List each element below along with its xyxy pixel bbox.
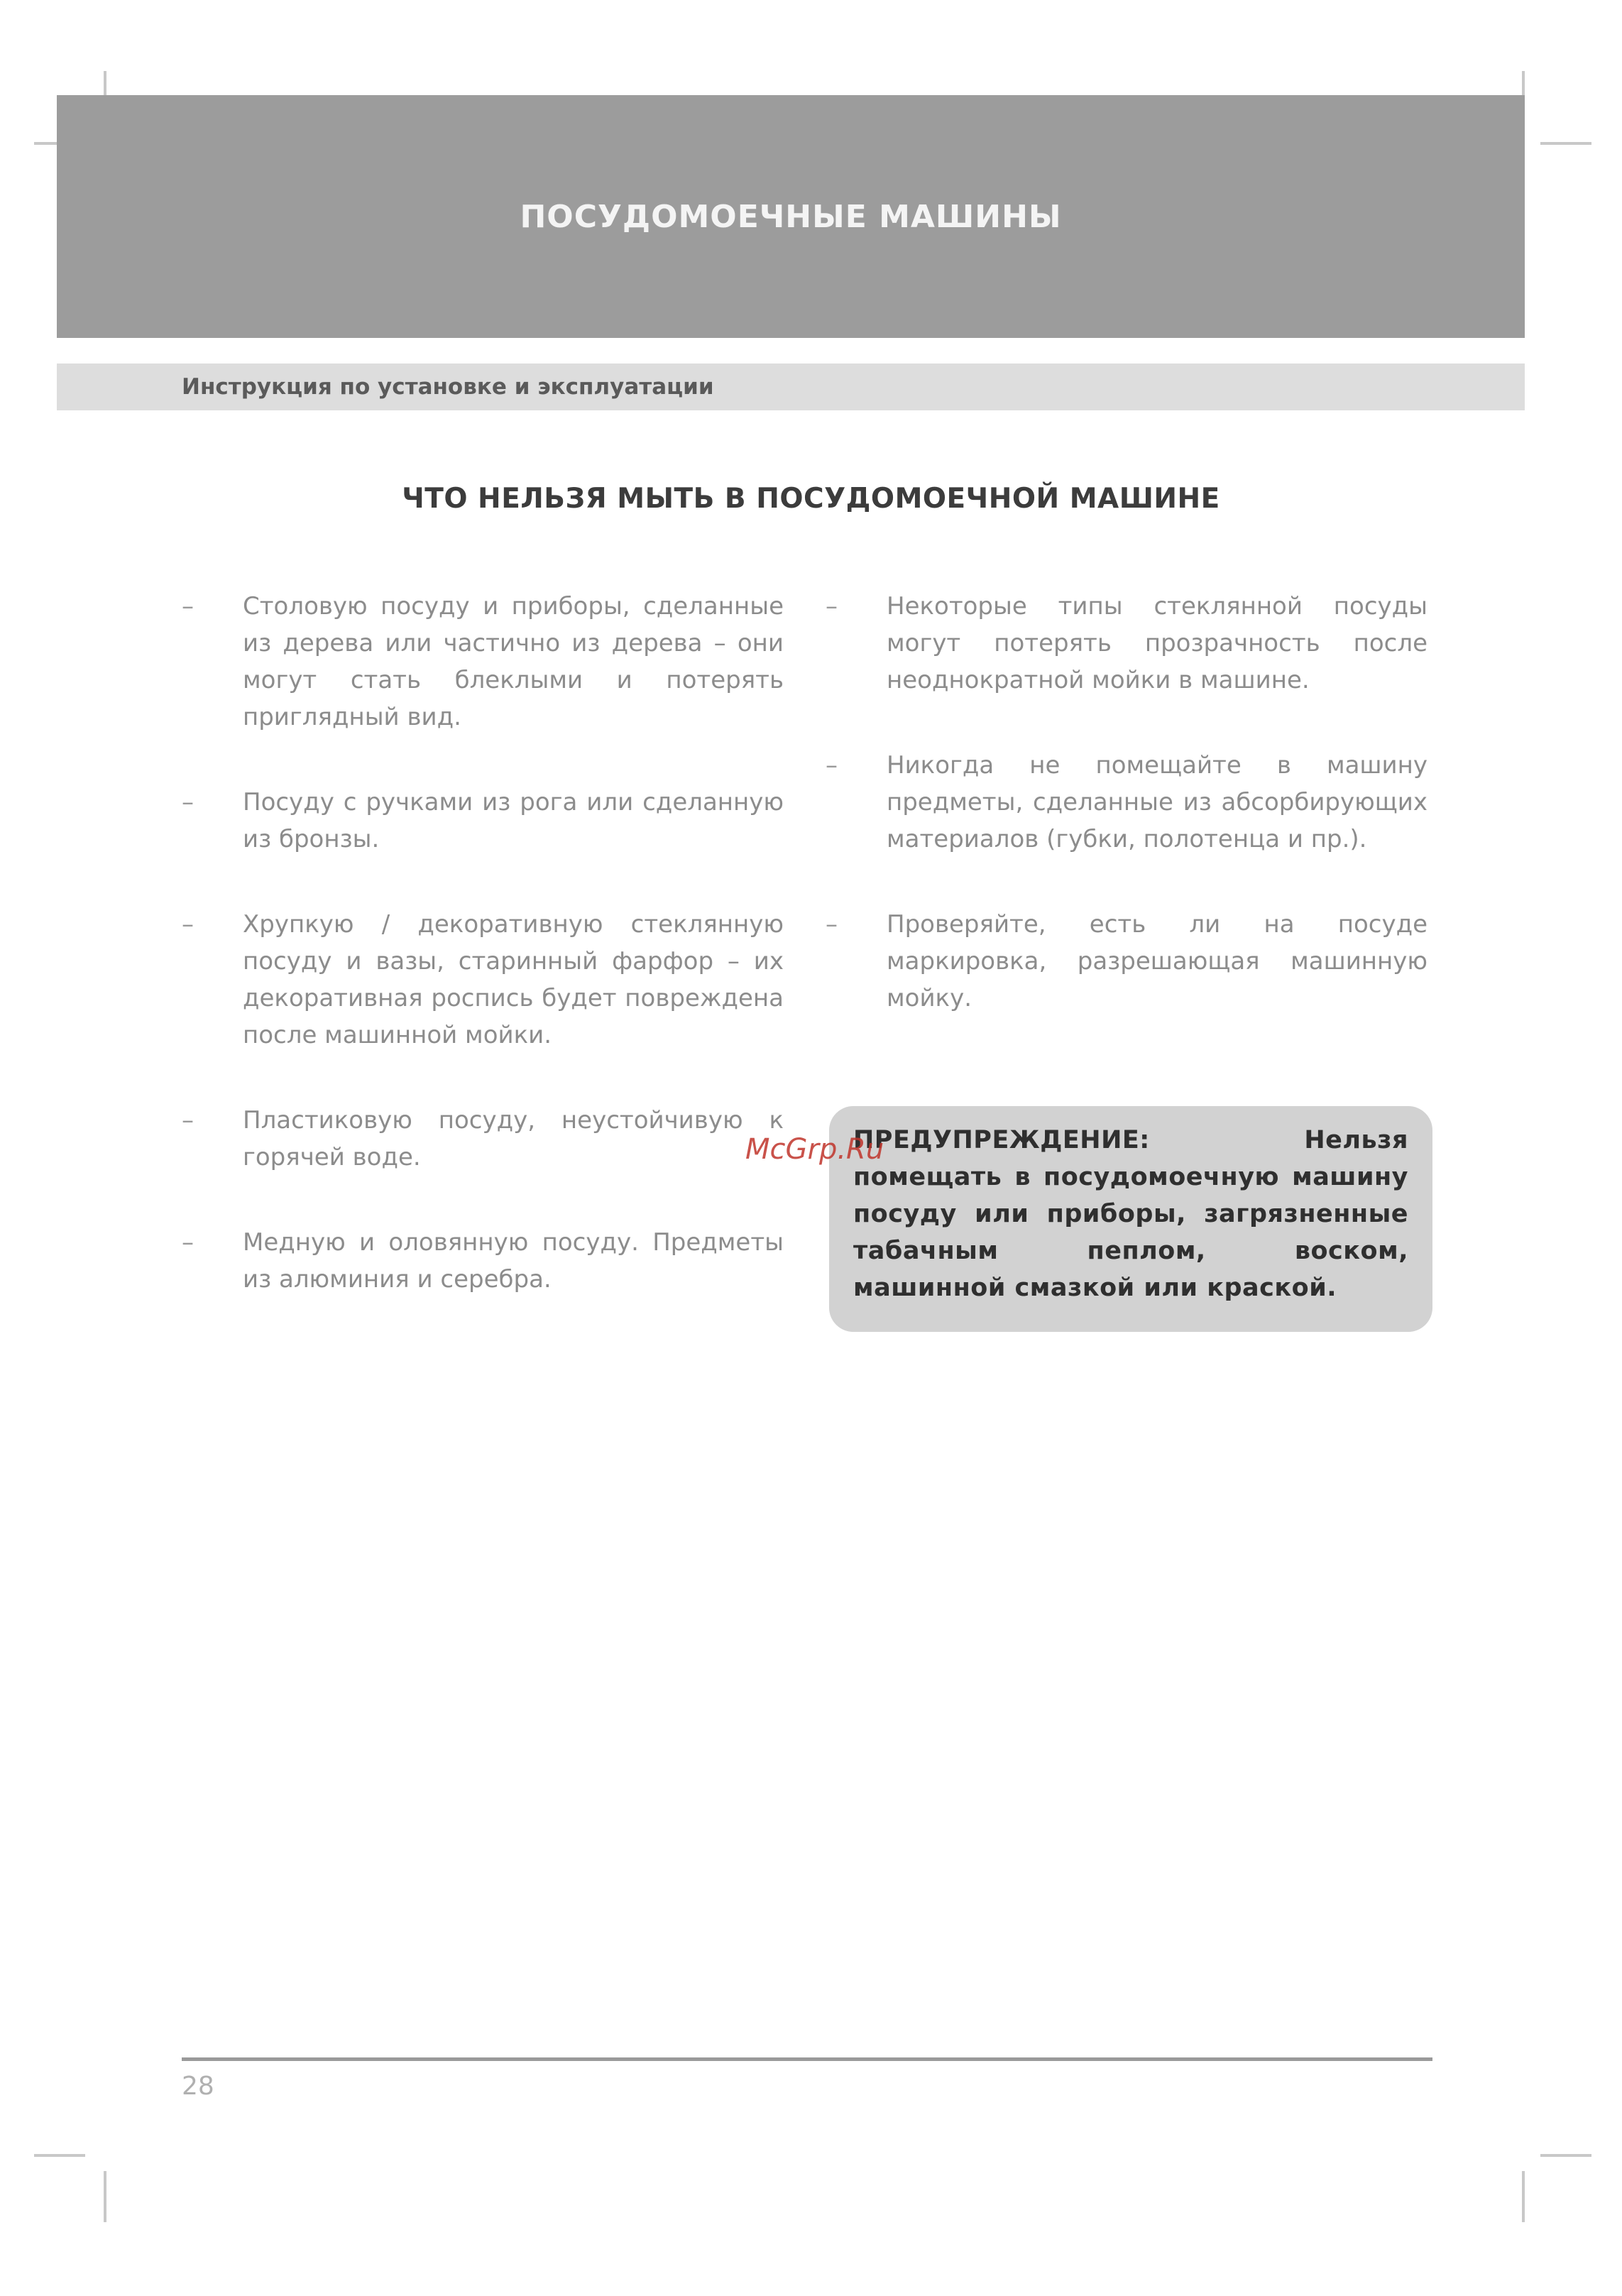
list-item-text: Столовую посуду и приборы, сделанные из дерева или частично из дерева – они могут стать блеклыми и потерять приглядный вид. xyxy=(243,592,784,731)
crop-mark xyxy=(1522,2171,1525,2222)
bullet-dash: – xyxy=(182,788,194,816)
crop-mark xyxy=(1540,142,1591,145)
right-column xyxy=(826,588,1436,1017)
subheader-band xyxy=(57,363,1525,410)
list-item-text: Пластиковую посуду, неустойчивую к горячей воде. xyxy=(243,1106,784,1171)
left-column xyxy=(182,588,792,1298)
watermark: McGrp.Ru xyxy=(745,1133,884,1166)
list-item-text: Проверяйте, есть ли на посуде маркировка, разрешающая машинную мойку. xyxy=(887,910,1428,1012)
section-heading: ЧТО НЕЛЬЗЯ МЫТЬ В ПОСУДОМОЕЧНОЙ МАШИНЕ xyxy=(402,483,1220,515)
crop-mark xyxy=(1540,2154,1591,2157)
list-item xyxy=(182,588,792,736)
list-item xyxy=(826,588,1436,699)
bullet-dash: – xyxy=(182,592,194,621)
crop-mark xyxy=(104,2171,106,2222)
list-item xyxy=(182,1224,792,1298)
list-item xyxy=(826,747,1436,858)
warning-box: ПРЕДУПРЕЖДЕНИЕ: Нельзя помещать в посудомоечную машину посуду или приборы, загрязненные табачным пеплом, воском, машинной смазкой или краской. xyxy=(829,1106,1432,1332)
list-item xyxy=(182,1102,792,1176)
list-item-text: Некоторые типы стеклянной посуды могут потерять прозрачность после неоднократной мойки в машине. xyxy=(887,592,1428,694)
crop-mark xyxy=(34,2154,85,2157)
bullet-dash: – xyxy=(826,751,838,780)
page-title: ПОСУДОМОЕЧНЫЕ МАШИНЫ xyxy=(520,198,1062,235)
bullet-dash: – xyxy=(182,910,194,939)
list-item-text: Хрупкую / декоративную стеклянную посуду и вазы, старинный фарфор – их декоративная роспись будет повреждена после машинной мойки. xyxy=(243,910,784,1049)
bullet-dash: – xyxy=(826,592,838,621)
list-item xyxy=(182,906,792,1054)
list-item xyxy=(182,784,792,858)
bullet-dash: – xyxy=(182,1106,194,1135)
bullet-dash: – xyxy=(182,1228,194,1257)
page-subtitle: Инструкция по установке и эксплуатации xyxy=(182,374,714,400)
page-number: 28 xyxy=(182,2072,214,2101)
bullet-dash: – xyxy=(826,910,838,939)
list-item-text: Медную и оловянную посуду. Предметы из алюминия и серебра. xyxy=(243,1228,784,1294)
list-item xyxy=(826,906,1436,1017)
header-band xyxy=(57,95,1525,338)
list-item-text: Никогда не помещайте в машину предметы, сделанные из абсорбирующих материалов (губки, полотенца и пр.). xyxy=(887,751,1428,853)
list-item-text: Посуду с ручками из рога или сделанную из бронзы. xyxy=(243,788,784,853)
footer-divider xyxy=(182,2057,1432,2061)
